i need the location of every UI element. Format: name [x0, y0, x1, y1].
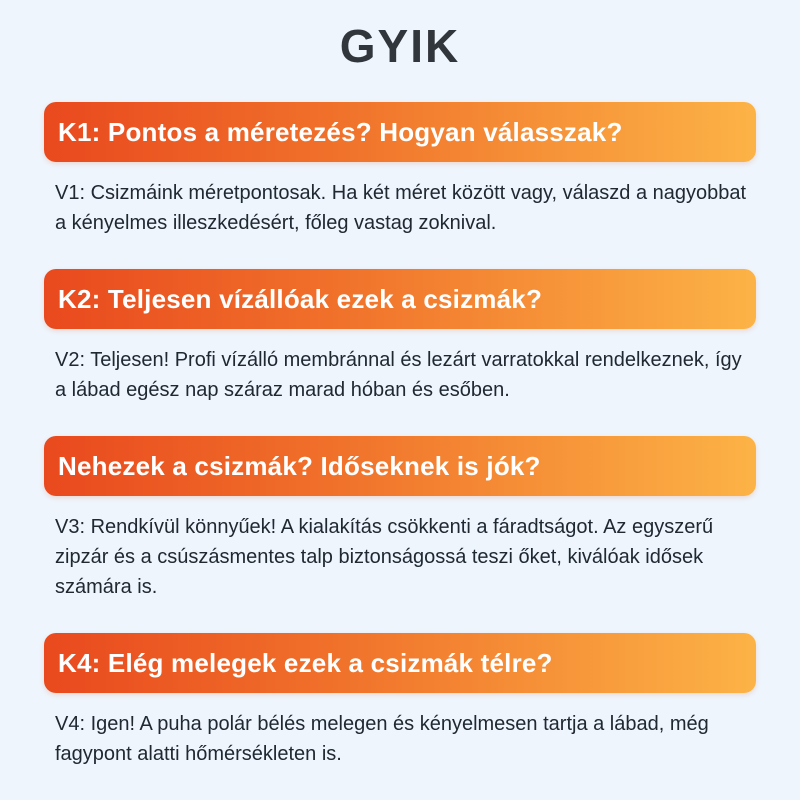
faq-page: [0, 22, 800, 800]
page-title: GYIK: [339, 20, 461, 72]
faq-item-4: [44, 633, 756, 769]
faq-question-bar-4[interactable]: [44, 633, 756, 693]
faq-question-text-3: Nehezek a csizmák? Időseknek is jók?: [58, 450, 541, 481]
faq-question-bar-2[interactable]: [44, 269, 756, 329]
faq-question-text-1: K1: Pontos a méretezés? Hogyan válasszak?: [58, 116, 623, 147]
faq-item-2: [44, 269, 756, 405]
faq-item-3: [44, 436, 756, 602]
faq-item-1: [44, 102, 756, 238]
faq-answer-3: V3: Rendkívül könnyűek! A kialakítás csökkenti a fáradtságot. Az egyszerű zipzár és a csúszásmentes talp biztonságossá teszi őket, kiválóak idősek számára is.: [55, 516, 714, 599]
faq-answer-2: V2: Teljesen! Profi vízálló membránnal és lezárt varratokkal rendelkeznek, így a lábad egész nap száraz marad hóban és esőben.: [55, 349, 742, 402]
faq-question-bar-1[interactable]: [44, 102, 756, 162]
faq-answer-4: V4: Igen! A puha polár bélés melegen és kényelmesen tartja a lábad, még fagypont alatti hőmérsékleten is.: [55, 713, 709, 766]
faq-answer-1: V1: Csizmáink méretpontosak. Ha két méret között vagy, válaszd a nagyobbat a kényelmes illeszkedésért, főleg vastag zoknival.: [55, 182, 747, 235]
faq-question-bar-3[interactable]: [44, 436, 756, 496]
faq-question-text-2: K2: Teljesen vízállóak ezek a csizmák?: [58, 283, 543, 314]
faq-question-text-4: K4: Elég melegek ezek a csizmák télre?: [58, 647, 553, 678]
